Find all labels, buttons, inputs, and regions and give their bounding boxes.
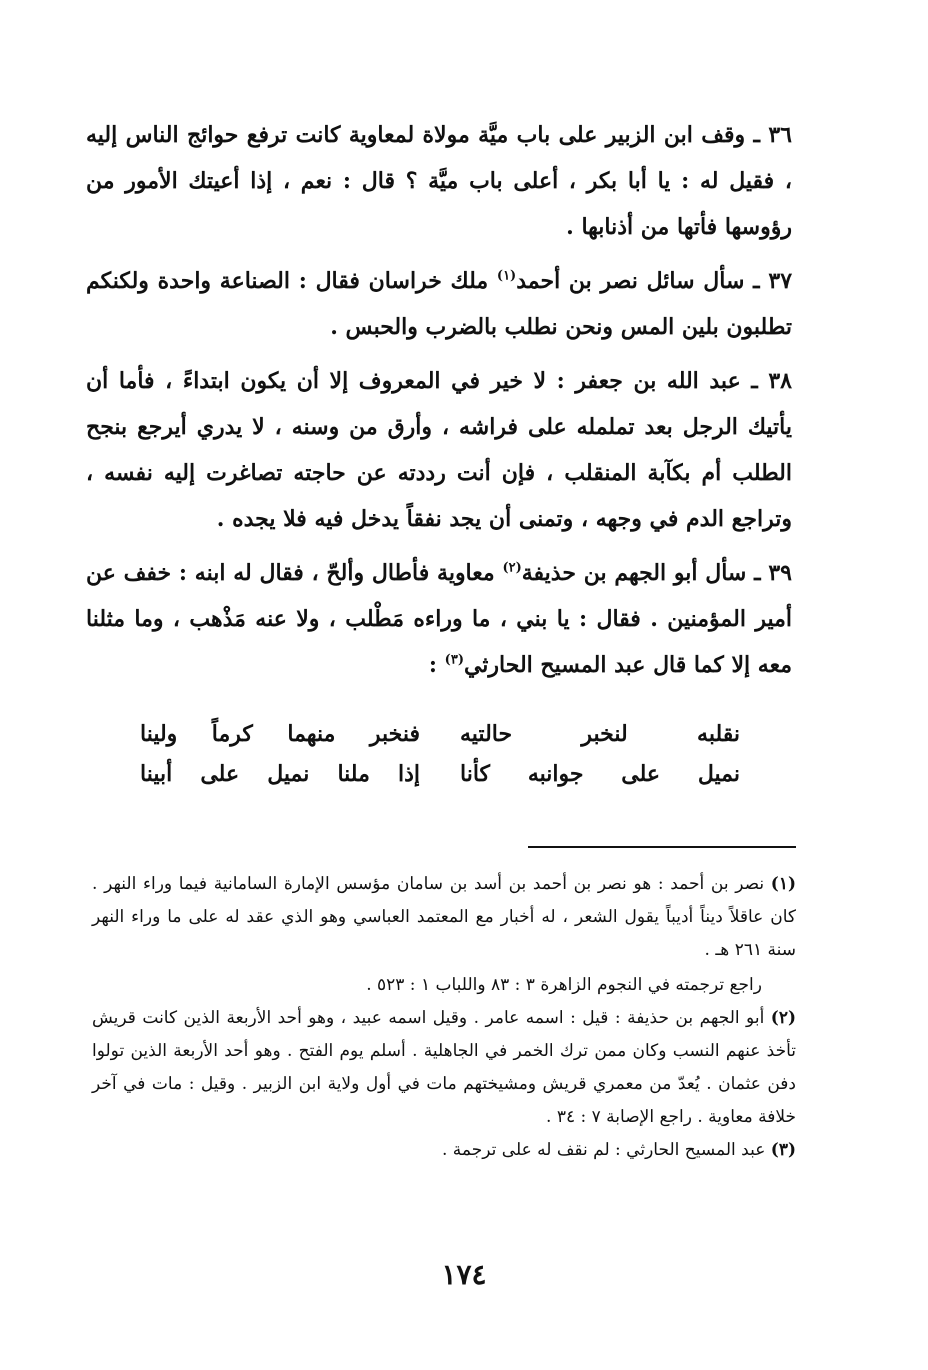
paragraph-text: : bbox=[428, 652, 445, 678]
footnote-marker-2[interactable]: (٢) bbox=[502, 560, 522, 576]
verse-first-hemistich: نميل على جوانبه كأنا bbox=[460, 761, 740, 787]
paragraph-number: ٣٧ ـ bbox=[753, 268, 793, 294]
footnote-marker-1[interactable]: (١) bbox=[496, 268, 517, 284]
page-number: ١٧٤ bbox=[441, 1258, 487, 1291]
verse-first-hemistich: نقلبه لنخبر حالتيه bbox=[460, 721, 740, 747]
main-text bbox=[86, 112, 792, 696]
paragraph-37 bbox=[86, 258, 792, 350]
footnote-1-reference: راجع ترجمته في النجوم الزاهرة ٣ : ٨٣ واللباب ١ : ٥٢٣ . bbox=[366, 975, 762, 995]
paragraph-text: عبد الله بن جعفر : لا خير في المعروف إلا أن يكون ابتداءً ، فأما أن يأتيك الرجل بعد تململه على فراشه ، وأرق من وسنه ، لا يدري أيرجع بنجح الطلب أم بكآبة المنقلب ، فإن أنت رددته عن حاجته تصاغرت إليه نفسه ، وتراجع الدم في وجهه ، وتمنى أن يجد نفقاً يدخل فيه فلا يجده . bbox=[86, 368, 792, 532]
paragraph-36 bbox=[86, 112, 792, 250]
paragraph-text: ملك خراسان فقال : الصناعة واحدة ولكنكم تطلبون بلين المس ونحن نطلب بالضرب والحبس . bbox=[86, 268, 792, 340]
footnote-text: نصر بن أحمد : هو نصر بن أحمد بن أسد بن سامان مؤسس الإمارة السامانية فيما وراء النهر . كان عاقلاً ديناً أديباً يقول الشعر ، له أخبار مع المعتمد العباسي وهو الذي عقد له على ما وراء النهر سنة ٢٦١ هـ . bbox=[92, 874, 796, 960]
paragraph-number: ٣٨ ـ bbox=[751, 368, 792, 394]
poem-verses bbox=[140, 714, 740, 794]
verse-line bbox=[140, 754, 740, 794]
paragraph-38 bbox=[86, 358, 792, 542]
footnote-label: (٣) bbox=[770, 1140, 796, 1160]
paragraph-text: وقف ابن الزبير على باب ميَّة مولاة لمعاوية كانت ترفع حوائج الناس إليه ، فقيل له : يا أبا بكر ، أعلى باب ميَّة ؟ قال : نعم ، إذا أعيتك الأمور من رؤوسها فأتها من أذنابها . bbox=[86, 122, 792, 240]
footnote-text: أبو الجهم بن حذيفة : قيل : اسمه عامر . وقيل اسمه عبيد ، وهو أحد الأربعة الذين كانت قريش تأخذ عنهم النسب وكان ممن ترك الخمر في الجاهلية . أسلم يوم الفتح . وهو أحد الأربعة الذين تولوا دفن عثمان . يُعدّ من معمري قريش ومشيختهم مات في أول ولاية ابن الزبير . وقيل : مات في آخر خلافة معاوية . راجع الإصابة ٧ : ٣٤ . bbox=[92, 1008, 797, 1127]
footnotes bbox=[92, 868, 796, 1167]
paragraph-number: ٣٩ ـ bbox=[754, 560, 792, 586]
verse-second-hemistich: فنخبر منهما كرماً ولينا bbox=[140, 721, 420, 747]
verse-line bbox=[140, 714, 740, 754]
paragraph-text: معاوية فأطال وألحّ ، فقال له ابنه : خفف عن أمير المؤمنين . فقال : يا بني ، ما وراءه مَطْلب ، ولا عنه مَذْهب ، وما مثلنا معه إلا كما قال عبد المسيح الحارثي bbox=[86, 560, 792, 678]
paragraph-39 bbox=[86, 550, 792, 688]
paragraph-number: ٣٦ ـ bbox=[753, 122, 792, 148]
footnote-1 bbox=[92, 868, 796, 967]
footnote-text: عبد المسيح الحارثي : لم نقف له على ترجمة . bbox=[442, 1140, 766, 1160]
footnote-3 bbox=[92, 1134, 796, 1167]
verse-second-hemistich: إذا ملنا نميل على أبينا bbox=[140, 761, 420, 787]
paragraph-text: سأل أبو الجهم بن حذيفة bbox=[521, 560, 747, 586]
footnote-marker-3[interactable]: (٣) bbox=[444, 652, 464, 668]
footnote-2 bbox=[92, 1002, 796, 1134]
footnote-label: (١) bbox=[770, 874, 796, 894]
footnote-label: (٢) bbox=[770, 1008, 796, 1028]
footnote-separator bbox=[528, 846, 796, 848]
paragraph-text: سأل سائل نصر بن أحمد bbox=[516, 268, 745, 294]
